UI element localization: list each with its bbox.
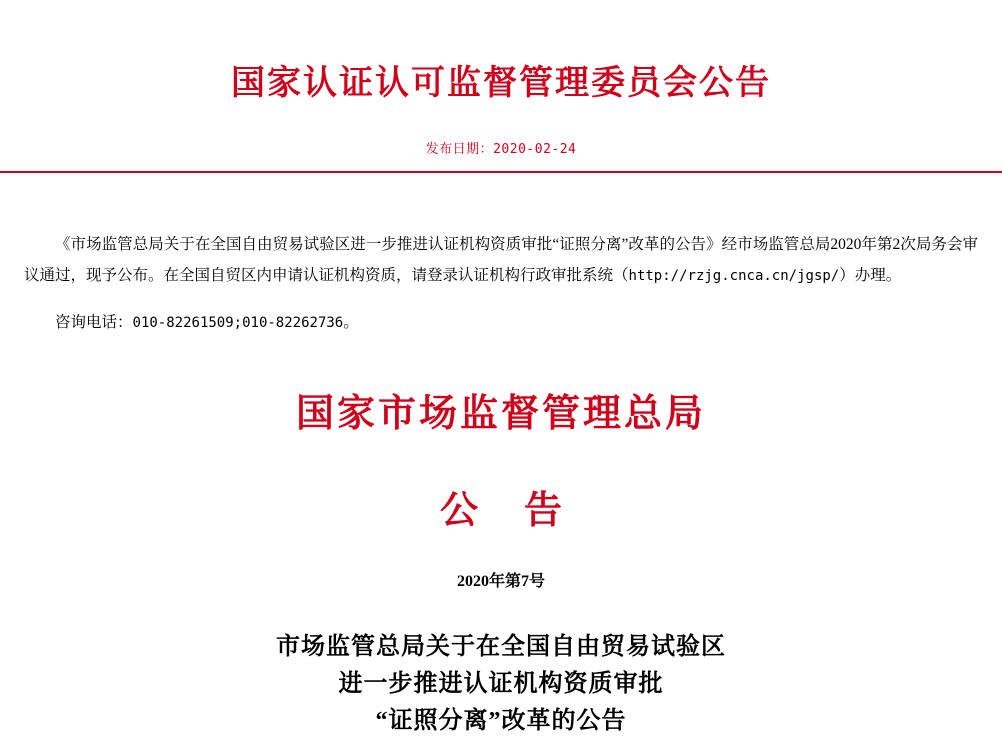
approval-system-url: http://rzjg.cnca.cn/jgsp/ — [628, 268, 840, 285]
publish-date — [0, 138, 1002, 157]
contact-phone-suffix: 。 — [343, 313, 359, 331]
contact-phone-line — [24, 307, 978, 338]
contact-phone-numbers: 010-82261509;010-82262736 — [132, 314, 344, 331]
paragraph-text-part1: 《市场监管总局关于在全国自由贸易试验区进一步推进认证机构资质审批“证照分离”改革的公告》经市场监管总局2020年第2次局务会审议通过，现予公布。在全国自贸区内申请认证机构资质，请登录认证机构行政审批系统（ — [24, 236, 978, 285]
document-number: 2020年第7号 — [456, 572, 545, 590]
official-announcement-block — [0, 382, 1002, 591]
body-paragraph — [24, 229, 978, 291]
contact-phone-label: 咨询电话： — [55, 313, 133, 331]
announcement-heading: 公告 — [439, 489, 608, 532]
announcement-subject-title — [0, 629, 1002, 741]
issuing-organization: 国家市场监督管理总局 — [295, 392, 706, 435]
publish-date-label: 发布日期： — [425, 142, 494, 158]
subject-line-1: 市场监管总局关于在全国自由贸易试验区 — [276, 633, 726, 660]
paragraph-text-part2: ）办理。 — [839, 267, 902, 285]
subject-line-3: “证照分离”改革的公告 — [375, 708, 627, 735]
subject-line-2: 进一步推进认证机构资质审批 — [338, 670, 664, 697]
document-header — [0, 0, 1002, 173]
header-divider — [0, 171, 1002, 173]
document-body — [0, 229, 1002, 338]
publish-date-value: 2020-02-24 — [493, 142, 577, 158]
page-title: 国家认证认可监督管理委员会公告 — [231, 65, 771, 102]
